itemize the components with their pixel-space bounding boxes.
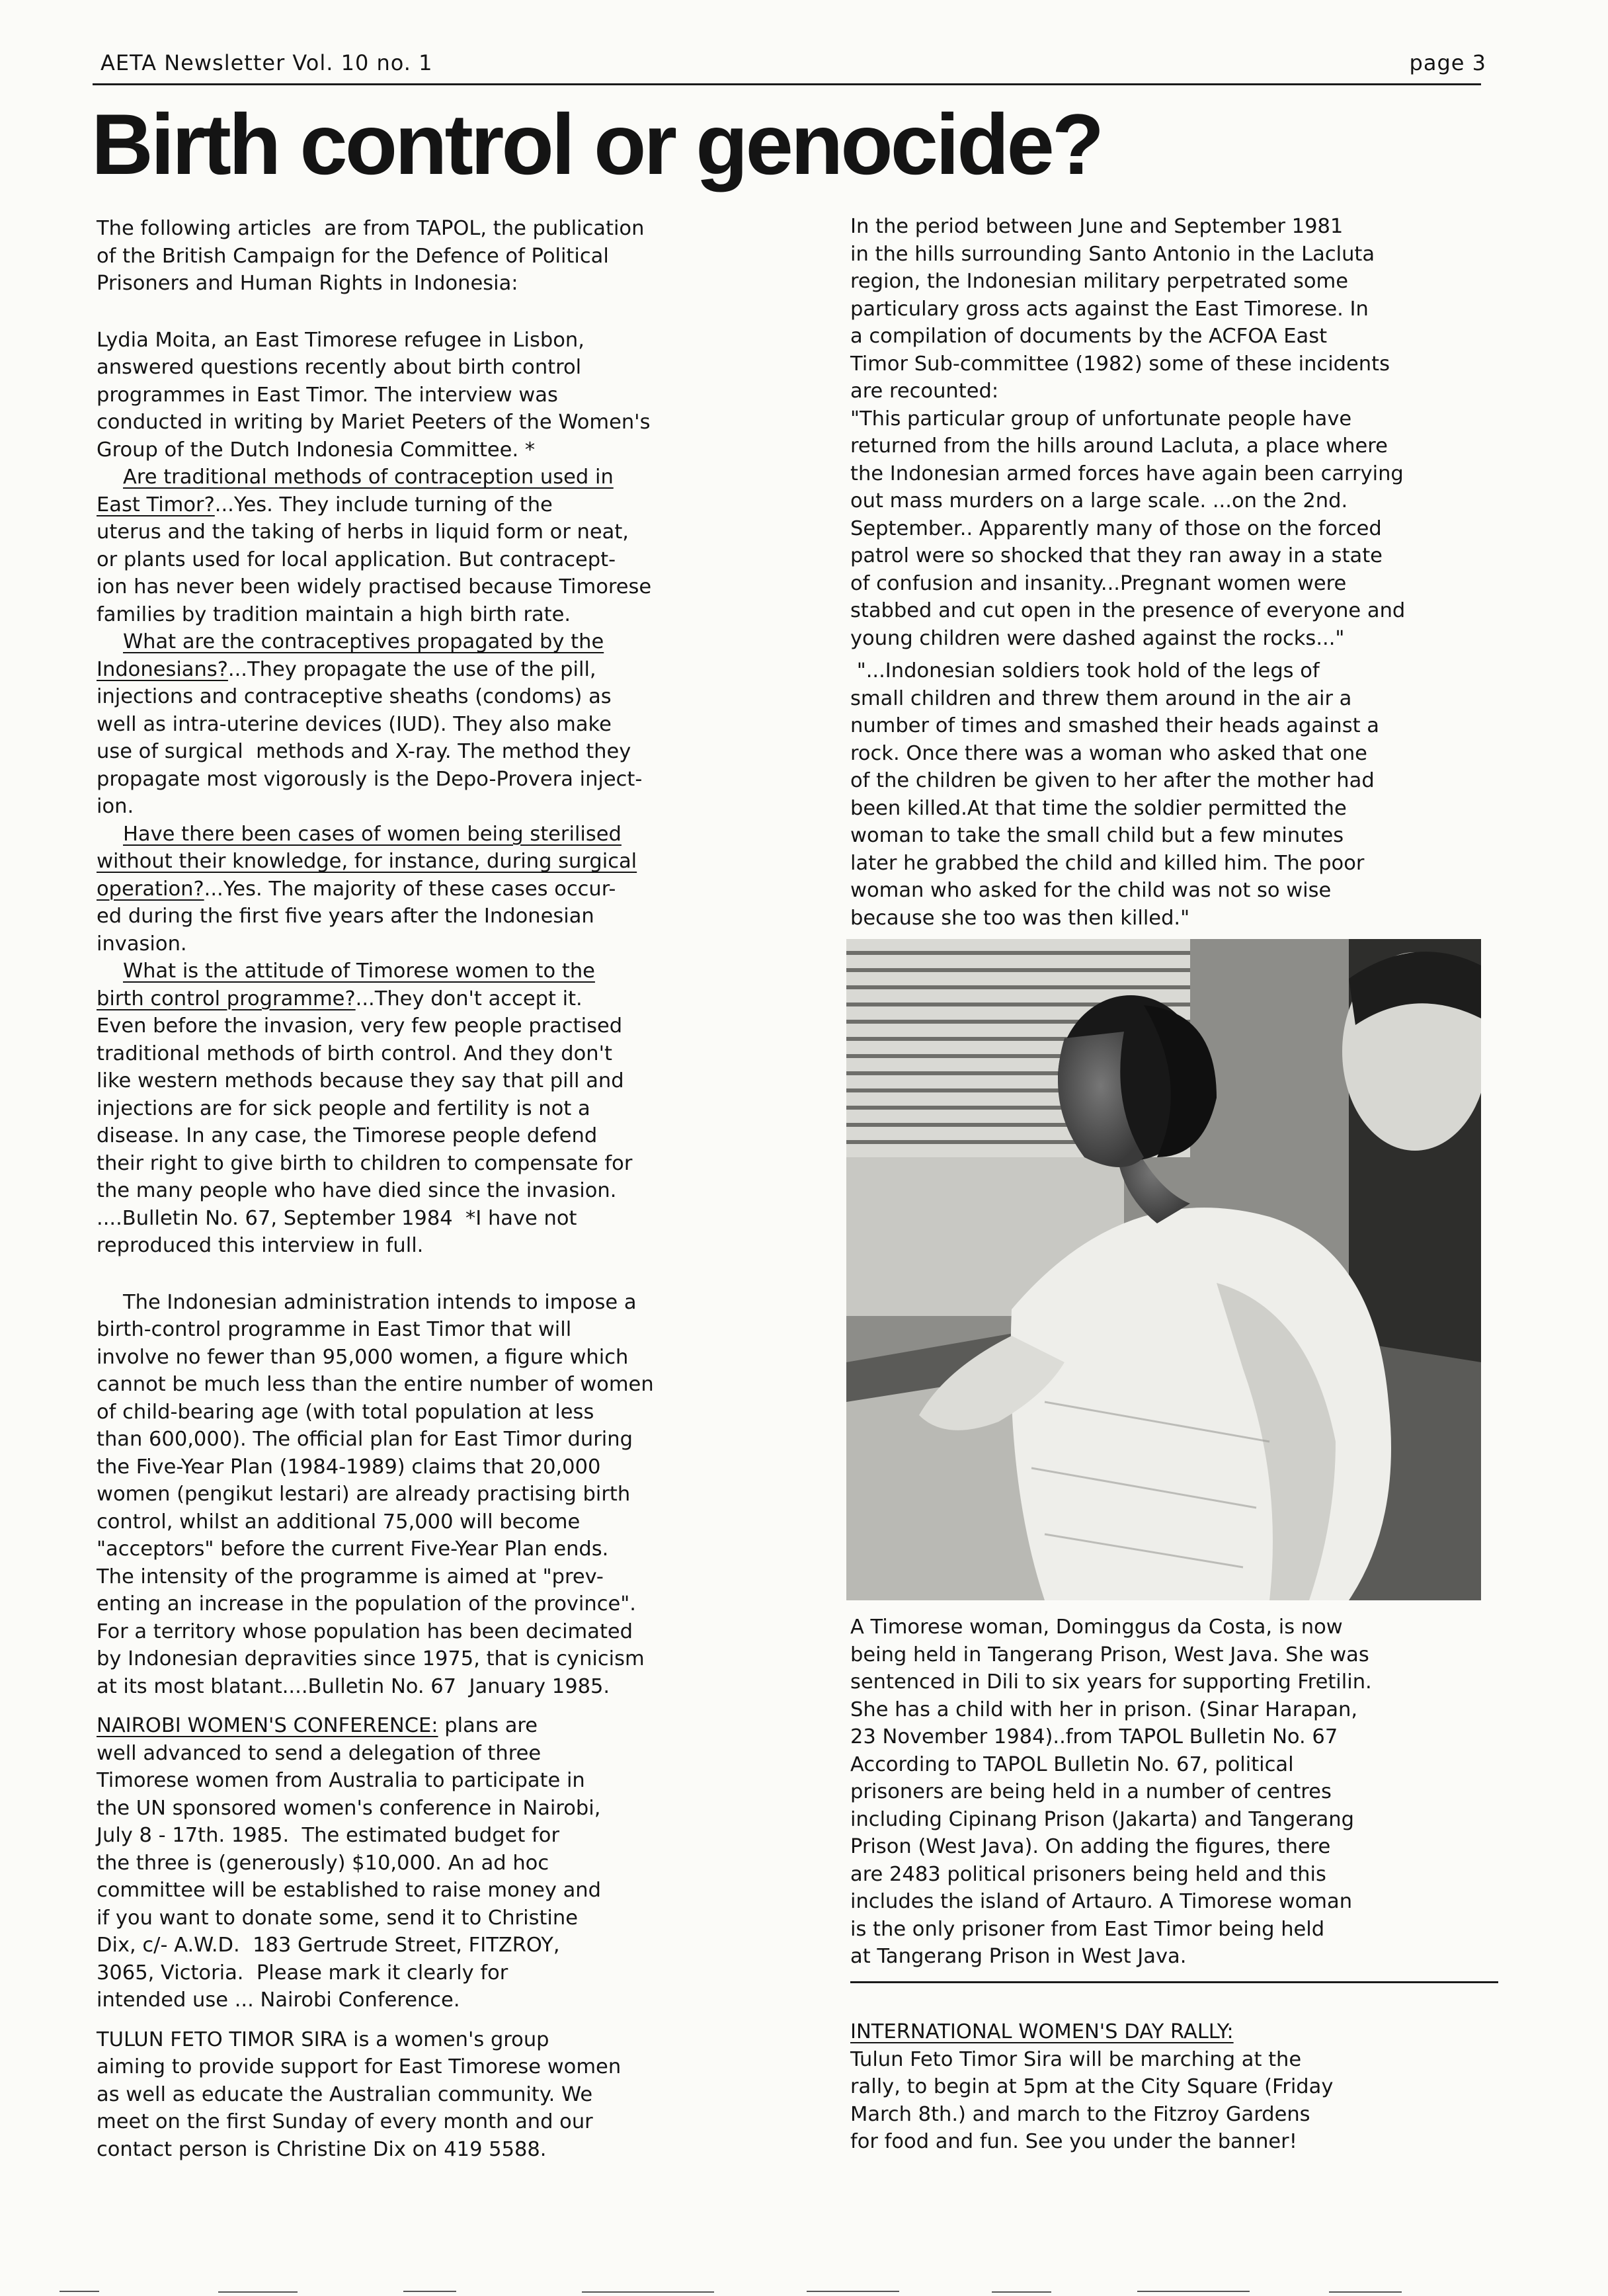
headline: Birth control or genocide? [91,96,1102,192]
left-column [97,215,764,2163]
running-header-left: AETA Newsletter Vol. 10 no. 1 [100,50,433,75]
nairobi-conference-paragraph: NAIROBI WOMEN'S CONFERENCE: plans are well advanced to send a delegation of three Timorese women from Australia to participate in the UN sponsored women's conference in Nairobi, July 8 - 17th. 1985. The estimated budget for the three is (generously) $10,000. An ad hoc committee will be established to raise money and if you want to donate some, send it to Christine Dix, c/- A.W.D. 183 Gertrude Street, FITZROY, 3065, Victoria. Please mark it clearly for intended use ... Nairobi Conference. [97,1714,601,2012]
photo-timorese-woman [846,939,1481,1600]
rally-heading: INTERNATIONAL WOMEN'S DAY RALLY: [850,2020,1234,2043]
qa-contraceptives-propagated: What are the contraceptives propagated by the Indonesians?...They propagate the use of the pill, injections and contraceptive sheaths (condoms) as well as intra-uterine devices (IUD). They also make use of surgical methods and X-ray. The method they propagate most vigorously is the Depo-Provera inject- ion. [97,630,643,818]
scan-edge-noise [0,2289,1608,2295]
header-rule [93,83,1481,85]
photo-caption: A Timorese woman, Dominggus da Costa, is now being held in Tangerang Prison, West Java. She was sentenced in Dili to six years for supporting Fretilin. She has a child with her in prison. (Sinar Harapan, 23 November 1984)..from TAPOL Bulletin No. 67 According to TAPOL Bulletin No. 67, political prisoners are being held in a number of centres including Cipinang Prison (Jakarta) and Tangerang Prison (West Java). On adding the figures, there are 2483 political prisoners being held and this includes the island of Artauro. A Timorese woman is the only prisoner from East Timor being held at Tangerang Prison in West Java. [850,1616,1372,1968]
nairobi-heading: NAIROBI WOMEN'S CONFERENCE: [97,1714,438,1737]
qa-sterilisation: Have there been cases of women being sterilised without their knowledge, for instance, during surgical operation?...Yes. The majority of these cases occur- ed during the first five years after the Indonesian invasion. [97,822,637,956]
section-rule [850,1981,1498,1983]
qa-attitude: What is the attitude of Timorese women to the birth control programme?...They don't accept it. Even before the invasion, very few people practised traditional methods of birth control. And they don't like western methods because they say that pill and injections are for sick people and fertility is not a disease. In any case, the Timorese people defend their right to give birth to children to compensate for the many people who have died since the invasion. ....Bulletin No. 67, September 1984 *I have not reproduced this interview in full. [97,960,633,1257]
photo-illustration [846,939,1481,1600]
administration-paragraph: The Indonesian administration intends to impose a birth-control programme in East Timor that will involve no fewer than 95,000 women, a figure which cannot be much less than the entire number of women of child-bearing age (with total population at less than 600,000). The official plan for East Timor during the Five-Year Plan (1984-1989) claims that 20,000 women (pengikut lestari) are already practising birth control, whilst an additional 75,000 will become "acceptors" before the current Five-Year Plan ends. The intensity of the programme is aimed at "prev- enting an increase in the population of the province". For a territory whose population has been decimated by Indonesian depravities since 1975, that is cynicism at its most blatant....Bulletin No. 67 January 1985. [97,1290,654,1698]
tulun-feto-paragraph: TULUN FETO TIMOR SIRA is a women's group aiming to provide support for East Timorese women as well as educate the Australian community. We meet on the first Sunday of every month and our contact person is Christine Dix on 419 5588. [97,2028,622,2161]
qa-contraception-methods: Are traditional methods of contraception used in East Timor?...Yes. They include turning of the uterus and the taking of herbs in liquid form or neat, or plants used for local application. But contracept- ion has never been widely practised because Timorese families by tradition maintain a high birth rate. [97,466,652,626]
lacluta-paragraph: In the period between June and September 1981 in the hills surrounding Santo Antonio in the Lacluta region, the Indonesian military perpetrated some particulary gross acts against the East Timorese. In a compilation of documents by the ACFOA East Timor Sub-committee (1982) some of these incidents are recounted: "This particular group of unfortunate people have returned from the hills around Lacluta, a place where the Indonesian armed forces have again been carrying out mass murders on a large scale. ...on the 2nd. September.. Apparently many of those on the forced patrol were so shocked that they ran away in a state of confusion and insanity...Pregnant women were stabbed and cut open in the presence of everyone and young children were dashed against the rocks..." [850,215,1406,650]
soldiers-paragraph: "...Indonesian soldiers took hold of the legs of small children and threw them around in the air a number of times and smashed their heads against a rock. Once there was a woman who asked that one of the children be given to her after the mother had been killed.At that time the soldier permitted the woman to take the small child but a few minutes later he grabbed the child and killed him. The poor woman who asked for the child was not so wise because she too was then killed." [850,659,1379,930]
page-number: page 3 [1409,50,1486,75]
intro-paragraph: The following articles are from TAPOL, the publication of the British Campaign for the Defence of Political Prisoners and Human Rights in Indonesia: [97,217,645,295]
rally-notice: INTERNATIONAL WOMEN'S DAY RALLY: Tulun Feto Timor Sira will be marching at the rally, to begin at 5pm at the City Square (Friday March 8th.) and march to the Fitzroy Gardens for food and fun. See you under the banner! [850,2020,1334,2153]
interview-lead-paragraph: Lydia Moita, an East Timorese refugee in Lisbon, answered questions recently about birth control programmes in East Timor. The interview was conducted in writing by Mariet Peeters of the Women's Group of the Dutch Indonesia Committee. * [97,328,651,462]
right-column-top [850,213,1485,932]
